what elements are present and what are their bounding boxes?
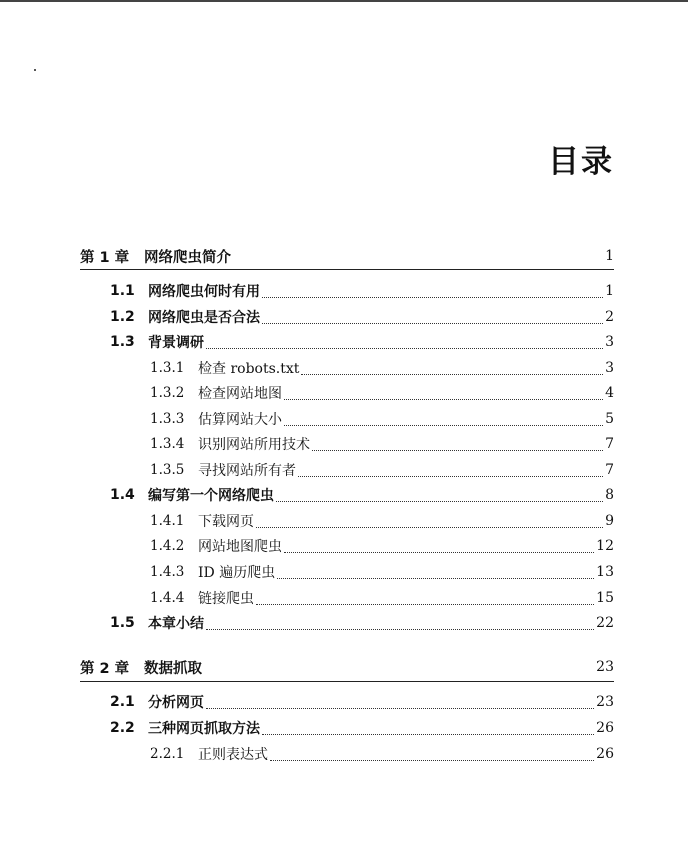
toc-section[interactable] bbox=[110, 485, 614, 505]
subsection-title: 寻找网站所有者 bbox=[198, 463, 296, 479]
subsection-page: 12 bbox=[596, 538, 614, 554]
leader-dots bbox=[298, 464, 603, 477]
subsection-number: 1.4.1 bbox=[150, 513, 185, 529]
toc-section[interactable] bbox=[110, 718, 614, 738]
toc-section[interactable] bbox=[110, 613, 614, 633]
section-page: 3 bbox=[605, 334, 614, 350]
subsection-page: 9 bbox=[605, 513, 614, 529]
chapter-heading[interactable] bbox=[80, 245, 614, 267]
subsection-number: 1.4.4 bbox=[150, 590, 185, 606]
section-number: 2.2 bbox=[110, 720, 135, 736]
section-title: 网络爬虫何时有用 bbox=[148, 284, 260, 300]
leader-dots bbox=[284, 387, 603, 400]
section-title: 分析网页 bbox=[148, 695, 204, 711]
subsection-page: 7 bbox=[605, 436, 614, 452]
section-title: 三种网页抓取方法 bbox=[148, 721, 260, 737]
subsection-title: 下载网页 bbox=[198, 514, 254, 530]
toc-subsection[interactable] bbox=[150, 434, 614, 454]
subsection-page: 26 bbox=[596, 746, 614, 762]
leader-dots bbox=[262, 311, 603, 324]
subsection-number: 1.3.2 bbox=[150, 385, 185, 401]
section-number: 1.1 bbox=[110, 283, 135, 299]
section-number: 1.4 bbox=[110, 487, 135, 503]
leader-dots bbox=[262, 285, 603, 298]
subsection-page: 13 bbox=[596, 564, 614, 580]
toc-subsection[interactable] bbox=[150, 358, 614, 378]
top-border bbox=[0, 0, 688, 2]
chapter-rule bbox=[80, 681, 614, 682]
chapter-number: 第 2 章 bbox=[80, 660, 130, 677]
section-page: 8 bbox=[605, 487, 614, 503]
leader-dots bbox=[276, 489, 603, 502]
chapter-page: 1 bbox=[605, 248, 614, 264]
section-page: 2 bbox=[605, 309, 614, 325]
toc-subsection[interactable] bbox=[150, 383, 614, 403]
subsection-page: 4 bbox=[605, 385, 614, 401]
leader-dots bbox=[262, 722, 594, 735]
subsection-page: 5 bbox=[605, 411, 614, 427]
toc-subsection[interactable] bbox=[150, 511, 614, 531]
chapter-page: 23 bbox=[596, 659, 614, 675]
subsection-number: 1.4.2 bbox=[150, 538, 185, 554]
leader-dots bbox=[312, 438, 603, 451]
subsection-title: 链接爬虫 bbox=[198, 591, 254, 607]
section-title: 编写第一个网络爬虫 bbox=[148, 488, 274, 504]
page-title: 目录 bbox=[548, 144, 614, 180]
scan-speck bbox=[34, 69, 36, 71]
subsection-title: 网站地图爬虫 bbox=[198, 539, 282, 555]
subsection-page: 7 bbox=[605, 462, 614, 478]
chapter-heading[interactable] bbox=[80, 656, 614, 678]
leader-dots bbox=[256, 592, 594, 605]
subsection-page: 15 bbox=[596, 590, 614, 606]
subsection-number: 1.3.5 bbox=[150, 462, 185, 478]
leader-dots bbox=[206, 617, 594, 630]
subsection-title: 检查 robots.txt bbox=[198, 361, 300, 377]
section-title: 网络爬虫是否合法 bbox=[148, 310, 260, 326]
leader-dots bbox=[206, 336, 603, 349]
toc-section[interactable] bbox=[110, 281, 614, 301]
subsection-page: 3 bbox=[605, 360, 614, 376]
leader-dots bbox=[206, 696, 594, 709]
chapter-title: 网络爬虫简介 bbox=[144, 249, 231, 266]
toc-section[interactable] bbox=[110, 692, 614, 712]
subsection-title: 估算网站大小 bbox=[198, 412, 282, 428]
subsection-number: 1.3.1 bbox=[150, 360, 185, 376]
toc-section[interactable] bbox=[110, 332, 614, 352]
subsection-title: ID 遍历爬虫 bbox=[198, 565, 276, 581]
leader-dots bbox=[256, 515, 603, 528]
section-page: 1 bbox=[605, 283, 614, 299]
leader-dots bbox=[270, 748, 594, 761]
leader-dots bbox=[284, 413, 603, 426]
chapter-title: 数据抓取 bbox=[144, 660, 202, 677]
subsection-title: 检查网站地图 bbox=[198, 386, 282, 402]
subsection-title: 识别网站所用技术 bbox=[198, 437, 310, 453]
section-number: 1.5 bbox=[110, 615, 135, 631]
chapter-number: 第 1 章 bbox=[80, 249, 130, 266]
section-title: 背景调研 bbox=[148, 335, 204, 351]
toc-section[interactable] bbox=[110, 307, 614, 327]
leader-dots bbox=[284, 540, 594, 553]
leader-dots bbox=[301, 362, 603, 375]
toc-subsection[interactable] bbox=[150, 536, 614, 556]
section-page: 22 bbox=[596, 615, 614, 631]
section-number: 2.1 bbox=[110, 694, 135, 710]
subsection-number: 1.3.4 bbox=[150, 436, 185, 452]
toc-subsection[interactable] bbox=[150, 744, 614, 764]
section-page: 26 bbox=[596, 720, 614, 736]
subsection-number: 1.4.3 bbox=[150, 564, 185, 580]
section-number: 1.3 bbox=[110, 334, 135, 350]
toc-subsection[interactable] bbox=[150, 588, 614, 608]
section-number: 1.2 bbox=[110, 309, 135, 325]
subsection-number: 2.2.1 bbox=[150, 746, 185, 762]
leader-dots bbox=[277, 566, 594, 579]
toc-subsection[interactable] bbox=[150, 562, 614, 582]
toc-subsection[interactable] bbox=[150, 460, 614, 480]
toc-subsection[interactable] bbox=[150, 409, 614, 429]
section-page: 23 bbox=[596, 694, 614, 710]
subsection-number: 1.3.3 bbox=[150, 411, 185, 427]
section-title: 本章小结 bbox=[148, 616, 204, 632]
chapter-rule bbox=[80, 269, 614, 270]
subsection-title: 正则表达式 bbox=[198, 747, 268, 763]
